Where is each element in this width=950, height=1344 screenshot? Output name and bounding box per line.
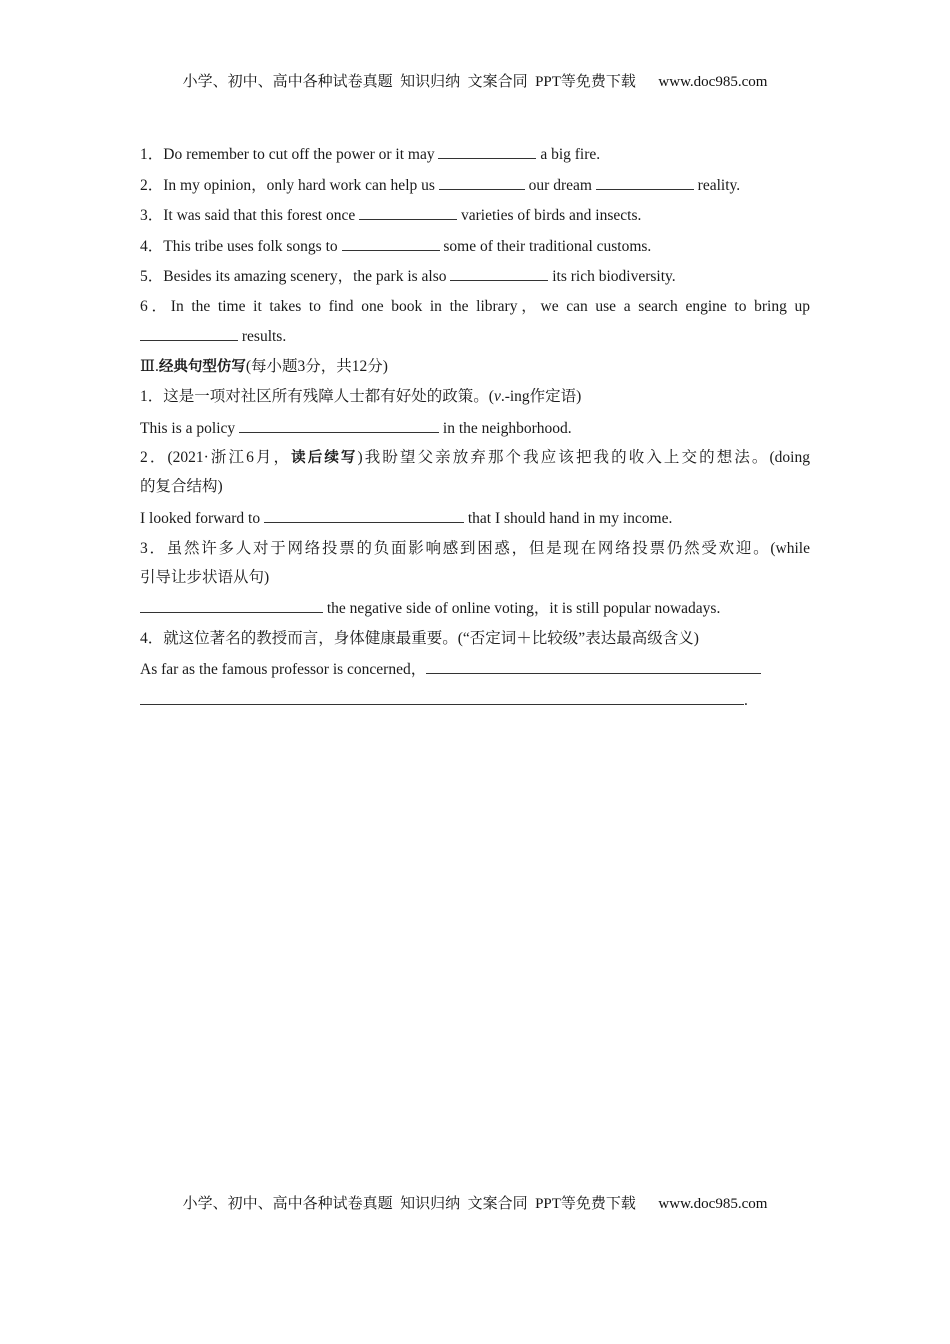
fill-question-6-cont [140,325,810,356]
question-number: 1． [140,146,164,163]
question-text: 的复合结构) [140,478,223,496]
answer-suffix: in the neighborhood. [439,419,572,437]
question-text: In my opinion，only hard work can help us [163,176,439,194]
question-number: 3． [140,539,167,557]
question-text: It was said that this forest once [163,207,360,225]
fill-question-3 [140,204,810,235]
fill-question-4 [140,235,810,266]
question-text: Do remember to cut off the power or it may [163,146,439,163]
question-text: Besides its amazing scenery，the park is also [163,268,451,286]
exercise-content [140,143,810,720]
page-header: 小学、初中、高中各种试卷真题 知识归纳 文案合同 PPT等免费下载 www.doc985.com [182,74,768,90]
answer-blank[interactable] [342,235,440,251]
question-number: 2． [140,176,164,194]
section-note: (每小题3分，共12分) [245,357,388,375]
answer-blank[interactable] [438,143,536,159]
answer-blank[interactable] [359,204,457,220]
question-number: 3． [140,207,164,225]
answer-line-4 [140,658,810,689]
question-text: a big fire. [536,146,601,163]
question-text: our dream [524,176,596,194]
question-number: 4． [140,629,164,647]
section-number: Ⅲ. [140,357,159,375]
answer-suffix: . [744,691,748,709]
fill-question-1 [140,143,810,174]
page-footer: 小学、初中、高中各种试卷真题 知识归纳 文案合同 PPT等免费下载 www.doc985.com [182,1196,768,1212]
question-number: 1． [140,388,164,406]
fill-question-2 [140,174,810,205]
question-text: 就这位著名的教授而言，身体健康最重要。(“否定词＋比较级”表达最高级含义) [163,629,699,647]
section-heading [140,356,810,387]
translate-question-3 [140,538,810,567]
translate-question-1 [140,386,810,417]
question-number: 5． [140,268,164,286]
translate-question-2-cont [140,476,810,507]
answer-blank[interactable] [140,689,744,705]
fill-question-6 [140,296,810,325]
answer-blank[interactable] [596,174,694,190]
question-text: This tribe uses folk songs to [163,237,342,255]
question-text: 这是一项对社区所有残障人士都有好处的政策。( [163,388,494,406]
question-text: In the time it takes to find one book in the library，we can use a search engine to bring up [170,297,810,315]
question-text: reality. [693,176,741,194]
answer-prefix: This is a policy [140,419,240,437]
answer-line-2 [140,507,810,538]
answer-blank[interactable] [450,265,548,281]
question-number: 6． [140,297,171,315]
question-source-type: 读后续写 [291,450,358,467]
answer-blank[interactable] [239,417,439,433]
question-text: 虽然许多人对于网络投票的负面影响感到困惑，但是现在网络投票仍然受欢迎。(while [166,539,810,557]
fill-question-5 [140,265,810,296]
answer-suffix: the negative side of online voting，it is still popular nowadays. [323,600,721,618]
question-number: 4． [140,237,164,255]
translate-question-4 [140,628,810,659]
answer-line-1 [140,417,810,448]
answer-blank[interactable] [140,597,323,613]
answer-suffix: that I should hand in my income. [463,509,673,527]
translate-question-2 [140,447,810,476]
answer-blank[interactable] [426,658,761,674]
answer-prefix: As far as the famous professor is concerned， [140,661,427,679]
answer-blank[interactable] [439,174,525,190]
answer-line-3 [140,597,810,628]
translate-question-3-cont [140,567,810,598]
question-text: some of their traditional customs. [439,237,652,255]
question-text: varieties of birds and insects. [457,207,642,225]
question-text: .-ing作定语) [500,388,582,406]
answer-blank[interactable] [140,325,238,341]
answer-blank[interactable] [264,507,464,523]
question-text: results. [238,327,287,345]
question-text: its rich biodiversity. [548,268,676,286]
question-number: 2． [140,449,168,467]
question-text: v [493,388,501,406]
question-text: )我盼望父亲放弃那个我应该把我的收入上交的想法。(doing [357,449,810,467]
answer-prefix: I looked forward to [140,509,264,527]
section-title: 经典句型仿写 [158,358,246,375]
question-text: 引导让步状语从句) [140,568,270,586]
answer-line-4-cont [140,689,810,720]
question-source: (2021·浙江6月， [167,449,292,467]
